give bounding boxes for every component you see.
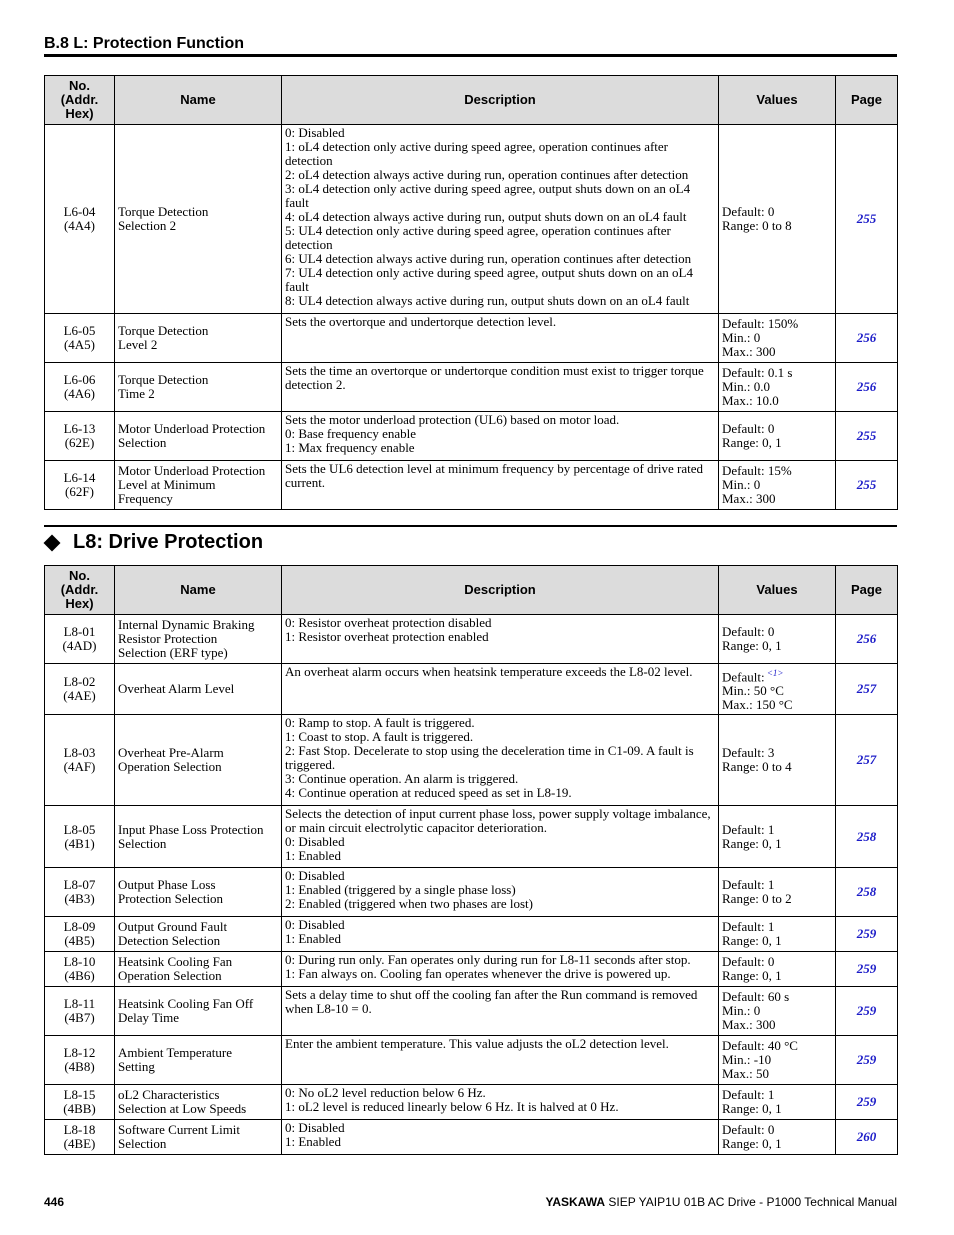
page-link[interactable]: 258: [856, 828, 877, 844]
column-header-name: [115, 566, 282, 615]
value-line: Max.: 300: [722, 491, 776, 506]
value-line: Range: 0 to 4: [722, 759, 792, 774]
parameter-number: [45, 615, 115, 664]
table-row: [45, 314, 898, 363]
parameter-description: [282, 615, 719, 664]
parameter-name-line: Selection: [118, 835, 167, 851]
description-line: 1: Enabled (triggered by a single phase loss): [285, 882, 516, 897]
parameter-description: [282, 125, 719, 314]
value-line: Range: 0 to 2: [722, 891, 792, 906]
parameter-number-line: L6-14: [63, 470, 96, 485]
footnote-ref: <1>: [764, 667, 784, 678]
parameter-number: [45, 1120, 115, 1155]
page-reference: [836, 715, 898, 806]
description-line: 0: Disabled: [285, 868, 345, 883]
description-line: 1: Coast to stop. A fault is triggered.: [285, 729, 474, 744]
column-header-values: [719, 76, 836, 125]
parameter-name-line: Resistor Protection: [118, 631, 218, 646]
column-header-line: (Addr.: [60, 582, 99, 597]
description-line: Sets the UL6 detection level at minimum frequency by percentage of drive rated current.: [285, 461, 704, 490]
parameter-number: [45, 715, 115, 806]
parameter-number-line: (4BE): [63, 1136, 96, 1151]
section-header: B.8 L: Protection Function: [44, 35, 244, 52]
parameter-table-l6: [44, 75, 898, 510]
value-line: Range: 0, 1: [722, 968, 782, 983]
value-line: Range: 0 to 8: [722, 218, 792, 233]
column-header-description: [282, 566, 719, 615]
column-header-line: Name: [180, 582, 216, 597]
column-header-description: [282, 76, 719, 125]
description-line: 0: Ramp to stop. A fault is triggered.: [285, 715, 475, 730]
description-line: Sets a delay time to shut off the cooling fan after the Run command is removed when L8-10 = 0.: [285, 987, 698, 1016]
page-reference: [836, 1120, 898, 1155]
parameter-description: [282, 664, 719, 715]
parameter-description: [282, 412, 719, 461]
parameter-name-line: Overheat Pre-Alarm: [118, 745, 224, 760]
subsection-rule: [44, 525, 897, 527]
parameter-number-line: L8-01: [63, 624, 96, 639]
column-header-line: Values: [756, 582, 798, 597]
parameter-description: [282, 715, 719, 806]
description-line: 7: UL4 detection only active during speed agree, output shuts down on an oL4 fault: [285, 265, 693, 294]
parameter-name-line: Time 2: [118, 386, 155, 401]
parameter-number-line: (4B7): [64, 1010, 95, 1025]
parameter-name: [115, 664, 282, 715]
table-row: [45, 987, 898, 1036]
parameter-name-line: Level at Minimum: [118, 477, 216, 492]
value-line: Default: $^{<1>}$: [722, 667, 784, 685]
parameter-description: [282, 806, 719, 868]
value-line: Min.: 50 °C: [722, 683, 784, 699]
parameter-values: [719, 715, 836, 806]
parameter-values: [719, 806, 836, 868]
description-line: 1: Enabled: [285, 1134, 341, 1149]
parameter-number-line: (4A6): [63, 386, 96, 401]
description-line: 1: Enabled: [285, 848, 341, 863]
table-row: [45, 806, 898, 868]
parameter-description: [282, 868, 719, 917]
parameter-number-line: L8-18: [63, 1122, 96, 1137]
parameter-name: [115, 1120, 282, 1155]
parameter-values: [719, 1085, 836, 1120]
parameter-name-line: Level 2: [118, 337, 158, 352]
description-line: Sets the overtorque and undertorque detection level.: [285, 314, 557, 329]
parameter-name-line: oL2 Characteristics: [118, 1087, 220, 1102]
parameter-name-line: Detection Selection: [118, 933, 221, 948]
parameter-number: [45, 412, 115, 461]
parameter-name: [115, 952, 282, 987]
parameter-number-line: L8-05: [63, 821, 96, 837]
value-line: Default: 1: [722, 821, 775, 837]
footer-manual-title: [545, 1195, 897, 1209]
description-line: 0: Resistor overheat protection disabled: [285, 615, 492, 630]
column-header-values: [719, 566, 836, 615]
column-header-no: [45, 76, 115, 125]
parameter-name-line: Delay Time: [118, 1010, 180, 1025]
page-reference: [836, 412, 898, 461]
value-line: Min.: 0.0: [722, 379, 771, 394]
parameter-name-line: Overheat Alarm Level: [118, 681, 235, 696]
parameter-name: [115, 314, 282, 363]
parameter-number-line: L8-02: [63, 674, 96, 689]
parameter-values: [719, 868, 836, 917]
description-line: 0: Disabled: [285, 834, 345, 849]
table-row: [45, 363, 898, 412]
page-reference: [836, 806, 898, 868]
table-row: [45, 917, 898, 952]
parameter-number: [45, 987, 115, 1036]
parameter-number-line: L6-06: [63, 372, 96, 387]
description-line: 4: oL4 detection always active during run, output shuts down on an oL4 fault: [285, 209, 687, 224]
page-link[interactable]: 258: [856, 884, 877, 899]
page-link[interactable]: 257: [856, 681, 877, 696]
value-line: Range: 0, 1: [722, 638, 782, 653]
parameter-name-line: Output Phase Loss: [118, 877, 216, 892]
description-line: An overheat alarm occurs when heatsink temperature exceeds the L8-02 level.: [285, 664, 693, 679]
footer-manual: SIEP YAIP1U 01B AC Drive - P1000 Technical Manual: [608, 1195, 897, 1209]
parameter-description: [282, 952, 719, 987]
footer-brand: YASKAWA: [545, 1195, 606, 1209]
page-link[interactable]: 259: [856, 1052, 877, 1067]
page-reference: [836, 461, 898, 510]
value-line: Range: 0, 1: [722, 1136, 782, 1151]
parameter-description: [282, 314, 719, 363]
description-line: 1: Resistor overheat protection enabled: [285, 629, 489, 644]
parameter-name-line: Selection at Low Speeds: [118, 1101, 247, 1116]
parameter-name-line: Selection: [118, 1136, 167, 1151]
parameter-values: [719, 1120, 836, 1155]
description-line: 1: Fan always on. Cooling fan operates whenever the drive is powered up.: [285, 966, 671, 981]
page-link[interactable]: 255: [856, 477, 877, 492]
column-header-line: Hex): [65, 596, 94, 611]
parameter-number: [45, 952, 115, 987]
parameter-name: [115, 868, 282, 917]
parameter-values: [719, 615, 836, 664]
page-link[interactable]: 256: [856, 631, 877, 646]
table-row: [45, 1036, 898, 1085]
parameter-values: [719, 664, 836, 715]
page-link[interactable]: 260: [856, 1129, 877, 1144]
parameter-number: [45, 917, 115, 952]
parameter-number-line: L8-07: [63, 877, 96, 892]
value-line: Default: 1: [722, 919, 775, 934]
parameter-name-line: Motor Underload Protection: [118, 421, 266, 436]
value-line: Default: 0: [722, 204, 775, 219]
parameter-number-line: (4A5): [63, 337, 96, 352]
page-reference: [836, 314, 898, 363]
description-line: 1: Enabled: [285, 931, 341, 946]
column-header-line: Page: [850, 582, 883, 597]
description-line: 2: Enabled (triggered when two phases are lost): [285, 896, 534, 911]
value-line: Default: 0: [722, 1122, 775, 1137]
parameter-name-line: Selection: [118, 435, 167, 450]
parameter-name-line: Setting: [118, 1059, 155, 1074]
description-line: 0: Disabled: [285, 1120, 345, 1135]
description-line: 0: Disabled: [285, 917, 345, 932]
column-header-line: No.: [69, 78, 90, 93]
parameter-number-line: (62F): [65, 484, 94, 499]
parameter-number-line: L8-12: [63, 1045, 96, 1060]
column-header-line: Hex): [65, 106, 94, 121]
parameter-values: [719, 412, 836, 461]
column-header-line: Page: [850, 92, 883, 107]
page-link[interactable]: 255: [856, 428, 877, 443]
parameter-name-line: Torque Detection: [118, 372, 209, 387]
header-row: [45, 566, 898, 615]
parameter-description: [282, 1120, 719, 1155]
parameter-number-line: (4B6): [64, 968, 95, 983]
parameter-number: [45, 868, 115, 917]
value-line: Min.: -10: [722, 1052, 772, 1067]
value-line: Default: 1: [722, 1087, 775, 1102]
page-reference: [836, 917, 898, 952]
value-line: Default: 150%: [722, 316, 799, 331]
page-link[interactable]: 255: [856, 211, 877, 226]
parameter-number-line: (4AE): [63, 688, 96, 703]
value-line: Default: 40 °C: [722, 1038, 798, 1053]
description-line: 0: Disabled: [285, 125, 345, 140]
parameter-name: [115, 987, 282, 1036]
parameter-name-line: Protection Selection: [118, 891, 224, 906]
parameter-name: [115, 1036, 282, 1085]
parameter-description: [282, 917, 719, 952]
description-line: 3: oL4 detection only active during speed agree, output shuts down on an oL4 fault: [285, 181, 691, 210]
parameter-name-line: Operation Selection: [118, 968, 222, 983]
description-line: Sets the motor underload protection (UL6) based on motor load.: [285, 412, 620, 427]
column-header-line: Description: [464, 582, 536, 597]
value-line: Default: 0: [722, 421, 775, 436]
parameter-number-line: (62E): [64, 435, 95, 450]
parameter-number-line: (4A4): [63, 218, 96, 233]
parameter-description: [282, 1085, 719, 1120]
parameter-name-line: Heatsink Cooling Fan Off: [118, 996, 254, 1011]
table-row: [45, 412, 898, 461]
description-line: 3: Continue operation. An alarm is triggered.: [285, 771, 519, 786]
page-reference: [836, 615, 898, 664]
value-line: Default: 0: [722, 954, 775, 969]
parameter-values: [719, 363, 836, 412]
column-header-page: [836, 566, 898, 615]
parameter-name-line: Operation Selection: [118, 759, 222, 774]
parameter-number-line: L8-09: [63, 919, 96, 934]
parameter-number: [45, 125, 115, 314]
value-line: Max.: 150 °C: [722, 697, 793, 713]
parameter-number: [45, 461, 115, 510]
column-header-name: [115, 76, 282, 125]
description-line: Sets the time an overtorque or undertorque condition must exist to trigger torque detection 2.: [285, 363, 704, 392]
parameter-number-line: L6-04: [63, 204, 96, 219]
parameter-number: [45, 314, 115, 363]
page-reference: [836, 664, 898, 715]
value-line: Min.: 0: [722, 1003, 761, 1018]
header-row: [45, 76, 898, 125]
description-line: 2: Fast Stop. Decelerate to stop using the deceleration time in C1-09. A fault is triggered.: [285, 743, 694, 772]
parameter-name-line: Selection 2: [118, 218, 177, 233]
parameter-values: [719, 987, 836, 1036]
page-link[interactable]: 259: [856, 1003, 877, 1018]
parameter-number-line: L6-13: [63, 421, 96, 436]
header-rule: [44, 54, 897, 57]
table-row: [45, 125, 898, 314]
description-line: 1: Max frequency enable: [285, 440, 415, 455]
subsection-title: L8: Drive Protection: [73, 531, 264, 553]
column-header-line: (Addr.: [60, 92, 99, 107]
parameter-name-line: Selection (ERF type): [118, 645, 228, 660]
parameter-name-line: Heatsink Cooling Fan: [118, 954, 233, 969]
column-header-no: [45, 566, 115, 615]
page-link[interactable]: 259: [856, 926, 877, 941]
value-line: Range: 0, 1: [722, 933, 782, 948]
parameter-number-line: L8-11: [63, 996, 96, 1011]
description-line: 8: UL4 detection always active during run, output shuts down on an oL4 fault: [285, 293, 690, 308]
parameter-name-line: Ambient Temperature: [118, 1045, 233, 1060]
parameter-number-line: L8-10: [63, 954, 96, 969]
table-row: [45, 461, 898, 510]
parameter-table-l8: [44, 565, 898, 1155]
page-reference: [836, 363, 898, 412]
value-line: Default: 0.1 s: [722, 365, 793, 380]
description-line: 5: UL4 detection only active during speed agree, operation continues after detection: [285, 223, 671, 252]
value-line: Default: 60 s: [722, 989, 790, 1004]
parameter-name-line: Torque Detection: [118, 204, 209, 219]
parameter-number: [45, 1036, 115, 1085]
parameter-values: [719, 952, 836, 987]
parameter-name: [115, 125, 282, 314]
table-row: [45, 615, 898, 664]
value-line: Max.: 10.0: [722, 393, 779, 408]
description-line: 2: oL4 detection always active during run, operation continues after detection: [285, 167, 689, 182]
parameter-name-line: Input Phase Loss Protection: [118, 821, 264, 837]
parameter-number-line: L8-15: [63, 1087, 96, 1102]
page-reference: [836, 987, 898, 1036]
value-line: Max.: 50: [722, 1066, 769, 1081]
description-line: 1: oL4 detection only active during speed agree, operation continues after detection: [285, 139, 668, 168]
parameter-name-line: Software Current Limit: [118, 1122, 241, 1137]
page-link[interactable]: 256: [856, 379, 877, 394]
page-link[interactable]: 259: [856, 961, 877, 976]
parameter-number-line: (4B3): [64, 891, 95, 906]
parameter-name: [115, 806, 282, 868]
footer-page-number: 446: [44, 1195, 65, 1209]
description-line: 1: oL2 level is reduced linearly below 6 Hz. It is halved at 0 Hz.: [285, 1099, 619, 1114]
parameter-number: [45, 806, 115, 868]
parameter-number-line: (4AF): [63, 759, 96, 774]
value-line: Range: 0, 1: [722, 1101, 782, 1116]
value-line: Default: 3: [722, 745, 775, 760]
table-row: [45, 1120, 898, 1155]
parameter-description: [282, 1036, 719, 1085]
parameter-name: [115, 461, 282, 510]
description-line: 6: UL4 detection always active during run, operation continues after detection: [285, 251, 692, 266]
subsection-heading: [44, 531, 263, 554]
parameter-name: [115, 615, 282, 664]
parameter-values: [719, 125, 836, 314]
table-row: [45, 868, 898, 917]
page-reference: [836, 125, 898, 314]
value-line: Max.: 300: [722, 1017, 776, 1032]
parameter-number-line: (4B1): [64, 835, 95, 851]
column-header-line: Description: [464, 92, 536, 107]
parameter-number: [45, 1085, 115, 1120]
value-line: Range: 0, 1: [722, 435, 782, 450]
value-line: Range: 0, 1: [722, 835, 782, 851]
parameter-name: [115, 1085, 282, 1120]
page-reference: [836, 1085, 898, 1120]
parameter-number: [45, 664, 115, 715]
page-link[interactable]: 257: [856, 752, 877, 767]
value-line: Default: 15%: [722, 463, 792, 478]
value-line: Max.: 300: [722, 344, 776, 359]
parameter-number-line: (4B5): [64, 933, 95, 948]
column-header-line: Name: [180, 92, 216, 107]
parameter-name: [115, 363, 282, 412]
page-reference: [836, 868, 898, 917]
parameter-description: [282, 987, 719, 1036]
table-row: [45, 664, 898, 715]
table-row: [45, 952, 898, 987]
parameter-values: [719, 917, 836, 952]
description-line: 4: Continue operation at reduced speed as set in L8-19.: [285, 785, 572, 800]
parameter-number-line: L8-03: [63, 745, 96, 760]
parameter-description: [282, 363, 719, 412]
parameter-number-line: (4B8): [64, 1059, 95, 1074]
page-reference: [836, 952, 898, 987]
column-header-page: [836, 76, 898, 125]
parameter-name: [115, 715, 282, 806]
parameter-number-line: (4BB): [63, 1101, 96, 1116]
parameter-name-line: Torque Detection: [118, 323, 209, 338]
parameter-number-line: L6-05: [63, 323, 96, 338]
table-row: [45, 1085, 898, 1120]
page-link[interactable]: 259: [856, 1094, 877, 1109]
parameter-name-line: Internal Dynamic Braking: [118, 617, 255, 632]
parameter-values: [719, 1036, 836, 1085]
page-link[interactable]: 256: [856, 330, 877, 345]
parameter-name: [115, 412, 282, 461]
value-line: Default: 0: [722, 624, 775, 639]
page-reference: [836, 1036, 898, 1085]
parameter-values: [719, 461, 836, 510]
value-line: Min.: 0: [722, 330, 761, 345]
diamond-bullet-icon: [44, 534, 61, 551]
value-line: Min.: 0: [722, 477, 761, 492]
parameter-name-line: Output Ground Fault: [118, 919, 228, 934]
parameter-name-line: Frequency: [118, 491, 173, 506]
value-line: Default: 1: [722, 877, 775, 892]
parameter-name-line: Motor Underload Protection: [118, 463, 266, 478]
parameter-values: [719, 314, 836, 363]
parameter-number-line: (4AD): [62, 638, 97, 653]
column-header-line: No.: [69, 568, 90, 583]
parameter-name: [115, 917, 282, 952]
table-row: [45, 715, 898, 806]
description-line: Selects the detection of input current phase loss, power supply voltage imbalance, or main circuit electrolytic capacitor deterioration.: [285, 806, 711, 835]
description-line: Enter the ambient temperature. This value adjusts the oL2 detection level.: [285, 1036, 669, 1051]
description-line: 0: Base frequency enable: [285, 426, 417, 441]
description-line: 0: No oL2 level reduction below 6 Hz.: [285, 1085, 486, 1100]
parameter-number: [45, 363, 115, 412]
parameter-description: [282, 461, 719, 510]
description-line: 0: During run only. Fan operates only during run for L8-11 seconds after stop.: [285, 952, 691, 967]
column-header-line: Values: [756, 92, 798, 107]
